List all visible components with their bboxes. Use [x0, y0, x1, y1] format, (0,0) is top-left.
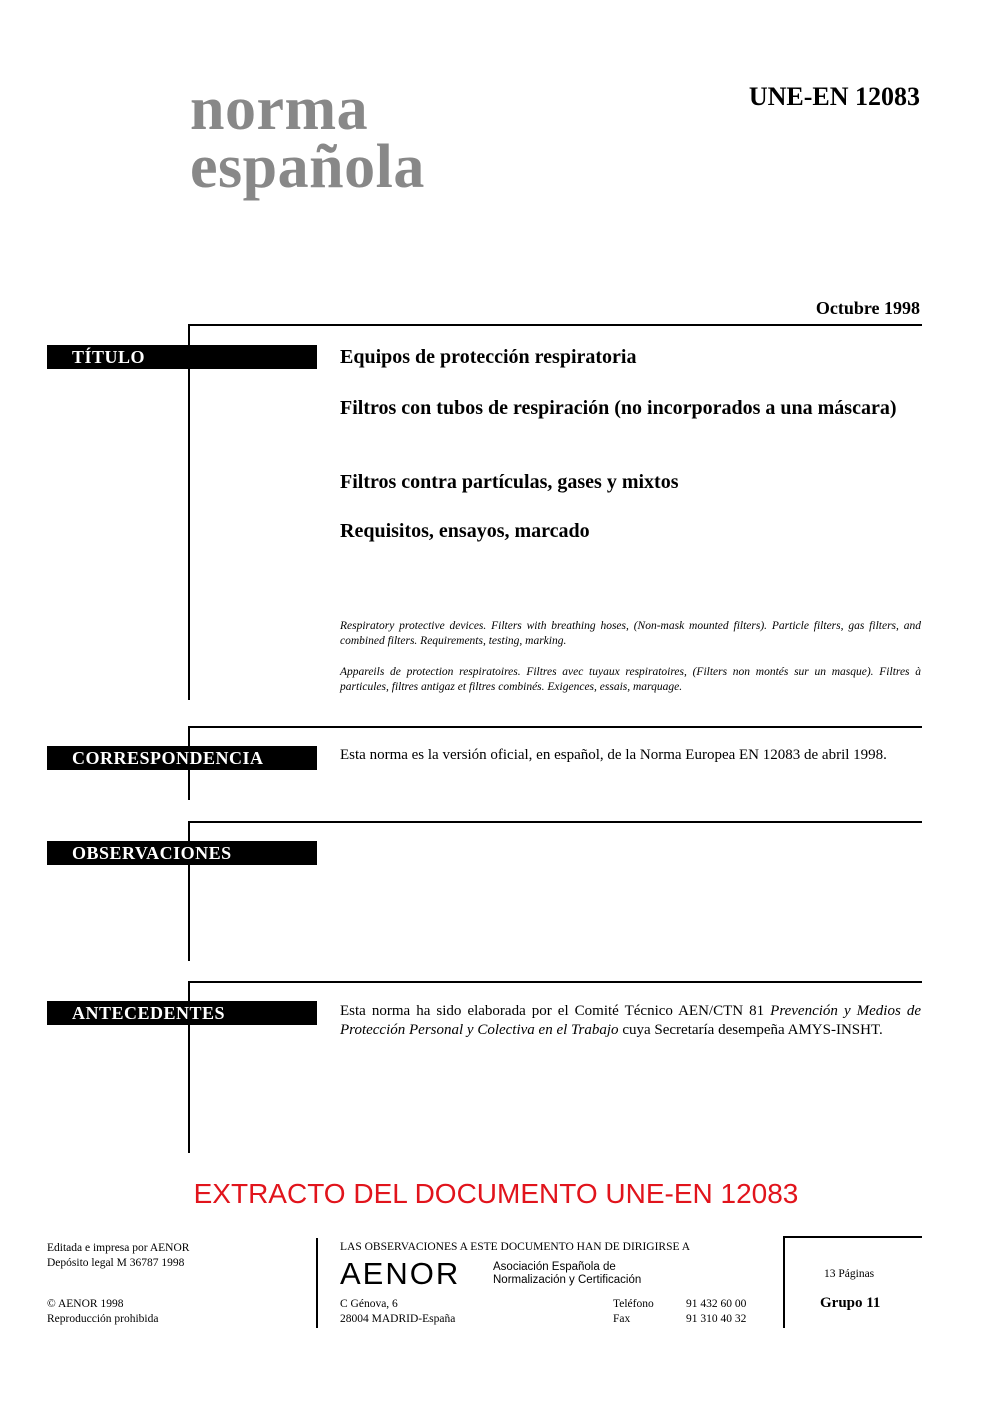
assoc-line-2: Normalización y Certificación [493, 1274, 642, 1286]
document-number: UNE-EN 12083 [748, 82, 920, 111]
page-count: 13 Páginas [824, 1268, 875, 1280]
title-line-4: Requisitos, ensayos, marcado [340, 520, 590, 542]
publication-date: Octubre 1998 [815, 298, 920, 318]
footer-edition-block [47, 1241, 189, 1271]
title-english: Respiratory protective devices. Filters with breathing hoses, (Non-mask mounted filters). Particle filters, gas filters, and combined filters. Requirements, testing, marking. [340, 620, 921, 647]
address-line-1: C Génova, 6 [340, 1298, 398, 1310]
observaciones-label: OBSERVACIONES [47, 841, 317, 865]
footer-copyright-block [47, 1297, 158, 1327]
correspondencia-text: Esta norma es la versión oficial, en español, de la Norma Europea EN 12083 de abril 1998. [340, 747, 887, 763]
footer-contact-labels [613, 1297, 654, 1327]
title-line-2: Filtros con tubos de respiración (no incorporados a una máscara) [340, 397, 897, 419]
footer-divider-left [316, 1238, 318, 1328]
antecedentes-text-start: Esta norma ha sido elaborada por el Comité Técnico AEN/CTN 81 [340, 1003, 771, 1019]
footer-reproduction: Reproducción prohibida [47, 1313, 159, 1325]
aenor-logo: AENOR [340, 1256, 461, 1291]
footer-box-left-rule [783, 1236, 785, 1328]
address-line-2: 28004 MADRID-España [340, 1313, 456, 1325]
correspondencia-top-rule [188, 726, 922, 728]
brand-line-2: española [190, 133, 425, 201]
footer-deposit: Depósito legal M 36787 1998 [47, 1257, 185, 1269]
extract-notice: EXTRACTO DEL DOCUMENTO UNE-EN 12083 [193, 1178, 799, 1209]
correspondencia-label: CORRESPONDENCIA [47, 746, 317, 770]
footer-contact-values [686, 1297, 746, 1327]
brand-title [190, 75, 425, 201]
antecedentes-committee-name: Prevención y Medios de Protección Personal y Colectiva en el Trabajo [340, 1003, 921, 1038]
footer-edited: Editada e impresa por AENOR [47, 1242, 190, 1254]
footer-observations-note: LAS OBSERVACIONES A ESTE DOCUMENTO HAN DE DIRIGIRSE A [340, 1241, 691, 1253]
footer-address [340, 1297, 455, 1327]
titulo-left-rule [188, 324, 190, 700]
fax-number: 91 310 40 32 [686, 1313, 747, 1325]
aenor-association [493, 1261, 641, 1287]
title-french: Appareils de protection respiratoires. Filtres avec tuyaux respiratoires, (Filters non montés sur un masque). Filtres à particules, filtres antigaz et filtres combinés. Exigences, essais, marquage. [340, 666, 921, 693]
brand-line-1: norma [190, 75, 369, 143]
antecedentes-text-end: cuya Secretaría desempeña AMYS-INSHT. [618, 1022, 883, 1038]
title-line-3: Filtros contra partículas, gases y mixtos [340, 471, 679, 493]
antecedentes-top-rule [188, 981, 922, 983]
observaciones-top-rule [188, 821, 922, 823]
phone-label: Teléfono [613, 1298, 654, 1310]
footer-box-top-rule [783, 1236, 922, 1238]
titulo-top-rule [188, 324, 922, 326]
titulo-label: TÍTULO [47, 345, 317, 369]
title-line-1: Equipos de protección respiratoria [340, 346, 637, 368]
phone-number: 91 432 60 00 [686, 1298, 747, 1310]
antecedentes-text [340, 1002, 921, 1040]
footer-copyright: © AENOR 1998 [47, 1298, 124, 1310]
assoc-line-1: Asociación Española de [493, 1261, 616, 1273]
price-group: Grupo 11 [820, 1295, 881, 1311]
fax-label: Fax [613, 1313, 631, 1325]
antecedentes-label: ANTECEDENTES [47, 1001, 317, 1025]
